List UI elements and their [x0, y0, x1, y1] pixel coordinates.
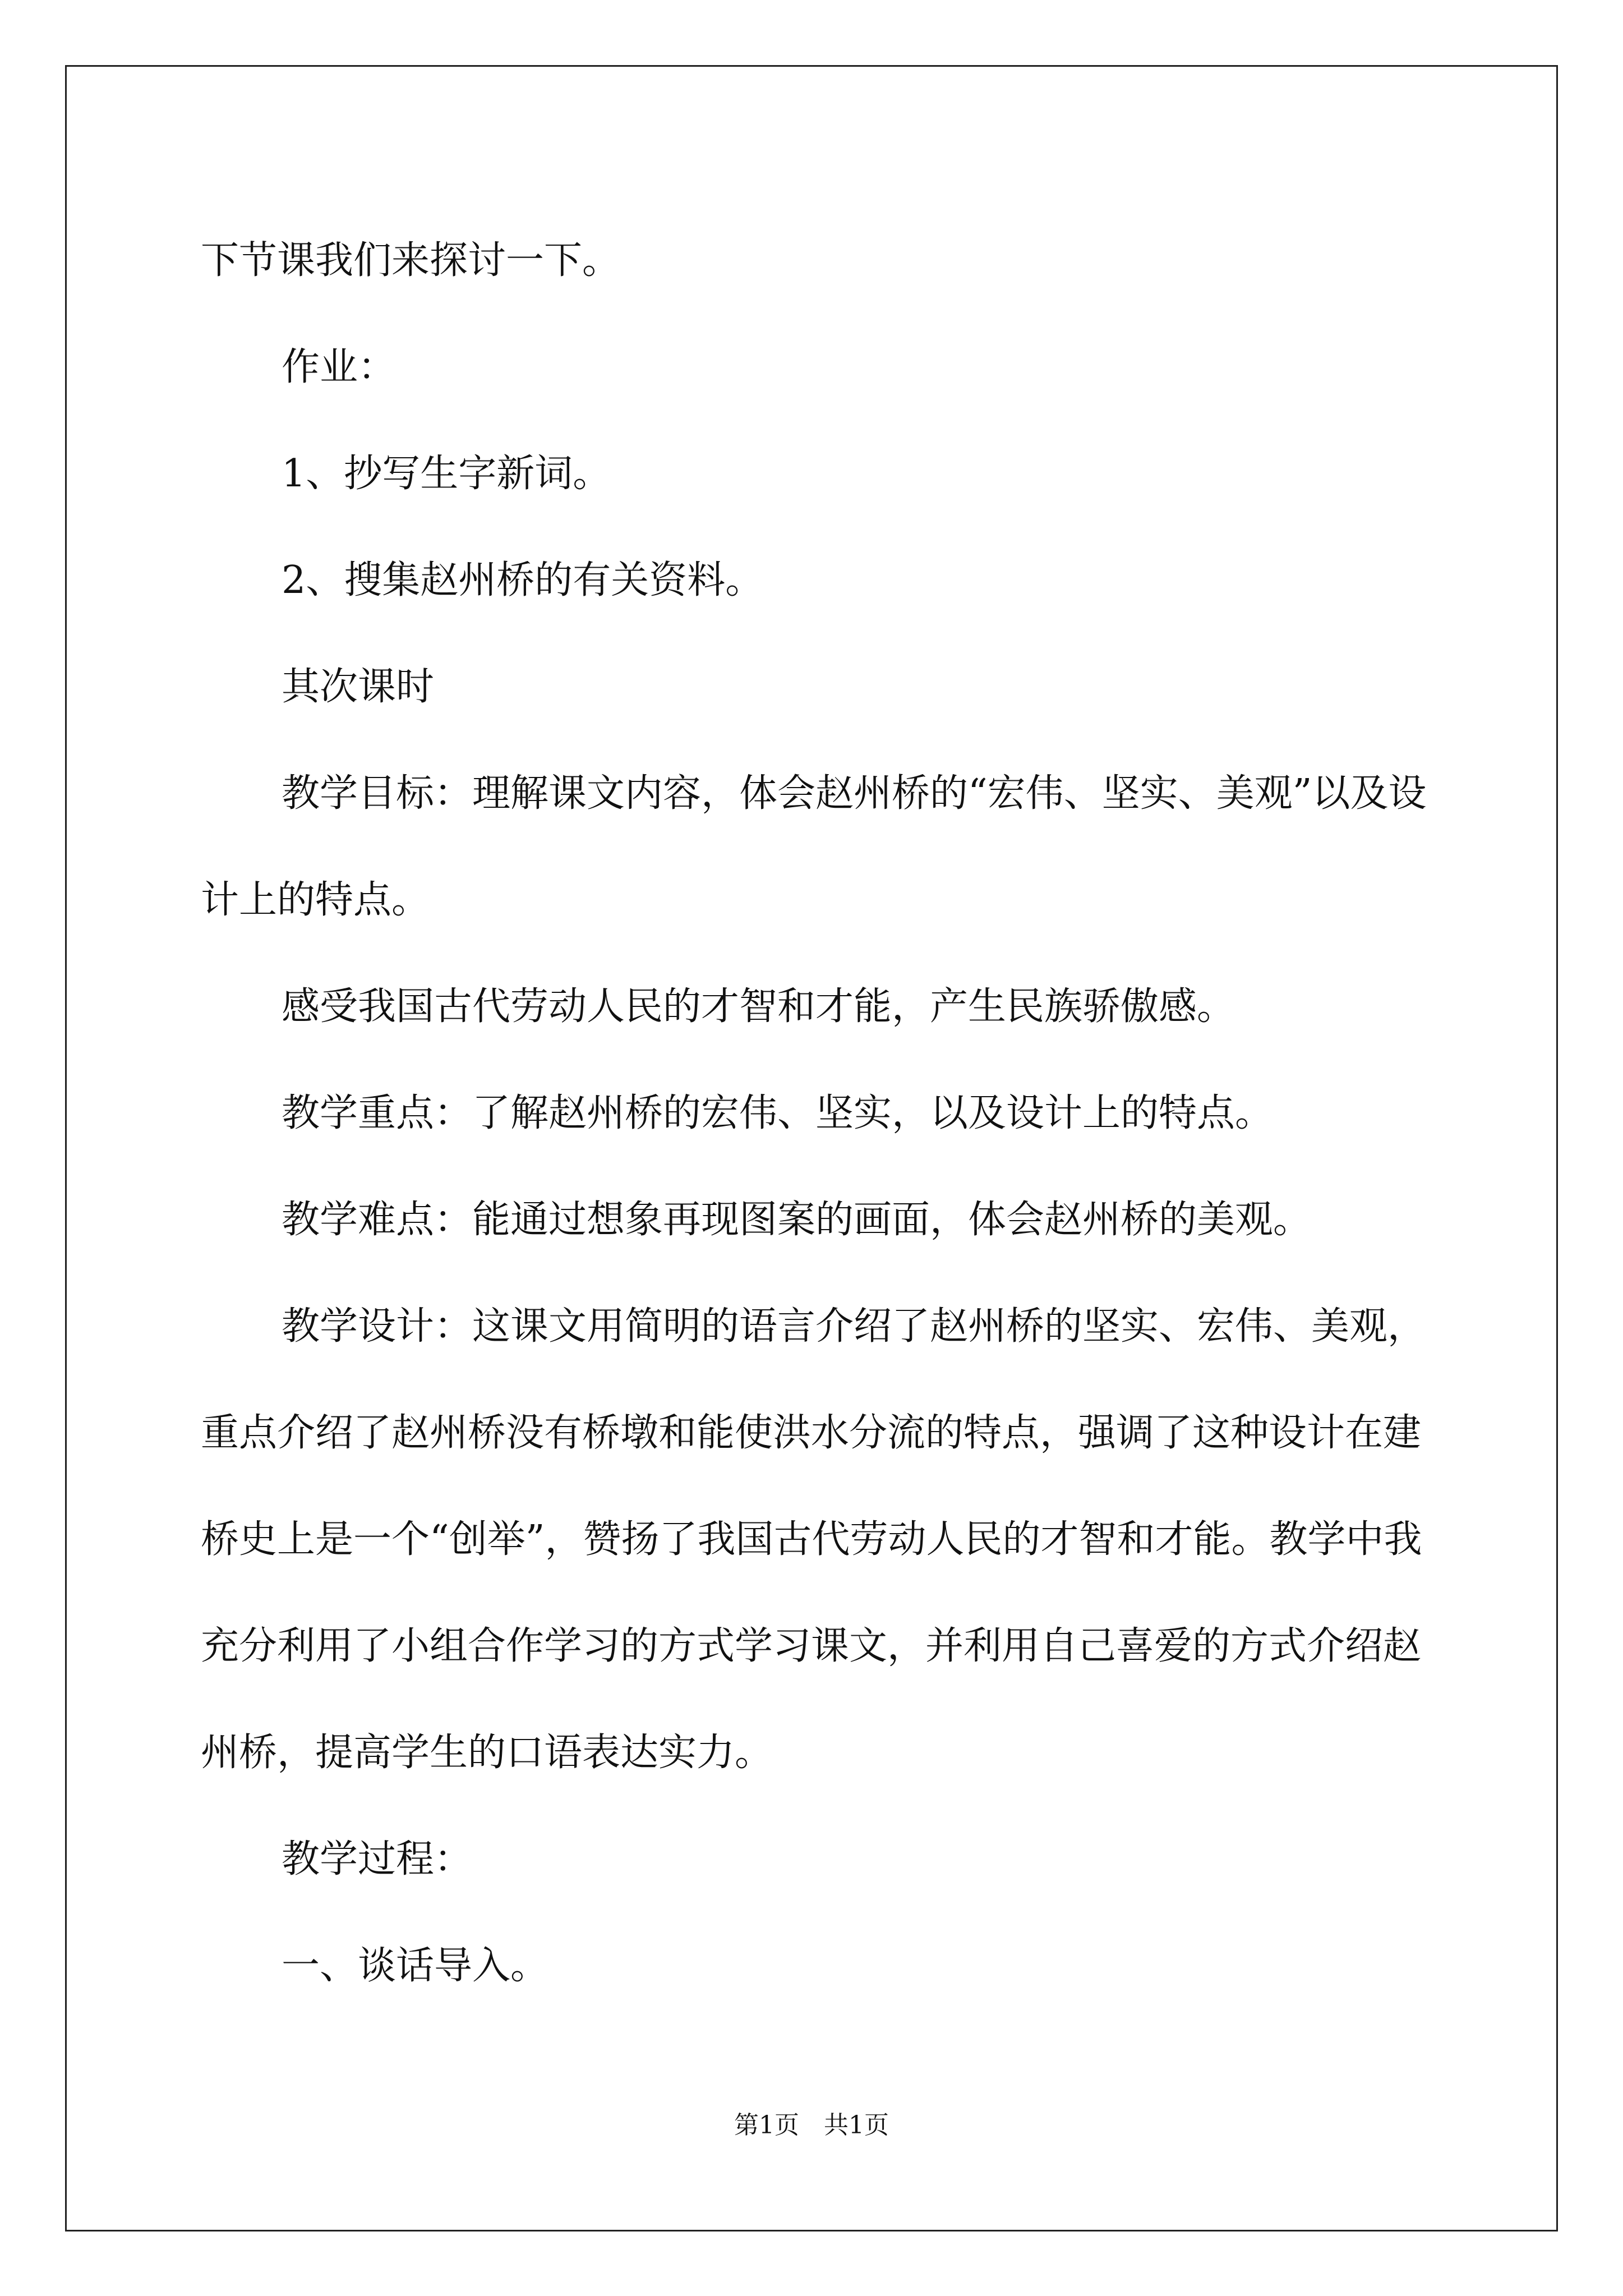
document-body — [201, 208, 1435, 2019]
paragraph-step-1: 一、谈话导入。 — [282, 1944, 549, 1988]
paragraph-difficulty: 教学难点：能通过想象再现图案的画面，体会赵州桥的美观。 — [282, 1198, 1312, 1242]
paragraph-process-heading: 教学过程： — [282, 1837, 473, 1881]
page-footer: 第1页 共1页 — [734, 2111, 889, 2139]
paragraph-homework-heading: 作业： — [282, 345, 396, 389]
paragraph-teaching-goal: 教学目标：理解课文内容，体会赵州桥的“宏伟、坚实、美观”以及设计上的特点。 — [201, 771, 1427, 922]
paragraph-second-lesson: 其次课时 — [282, 665, 435, 709]
paragraph-intro: 下节课我们来探讨一下。 — [201, 238, 621, 283]
paragraph-teaching-design: 教学设计：这课文用简明的语言介绍了赵州桥的坚实、宏伟、美观，重点介绍了赵州桥没有桥墩和能使洪水分流的特点，强调了这种设计在建桥史上是一个“创举”，赞扬了我国古代劳动人民的才智和才能。教学中我充分利用了小组合作学习的方式学习课文，并利用自己喜爱的方式介绍赵州桥，提高学生的口语表达实力。 — [201, 1304, 1426, 1775]
paragraph-homework-item-1: 1、抄写生字新词。 — [282, 452, 611, 496]
paragraph-homework-item-2: 2、搜集赵州桥的有关资料。 — [282, 558, 764, 602]
paragraph-key-point: 教学重点：了解赵州桥的宏伟、坚实，以及设计上的特点。 — [282, 1091, 1274, 1135]
paragraph-feeling: 感受我国古代劳动人民的才智和才能，产生民族骄傲感。 — [282, 984, 1235, 1029]
